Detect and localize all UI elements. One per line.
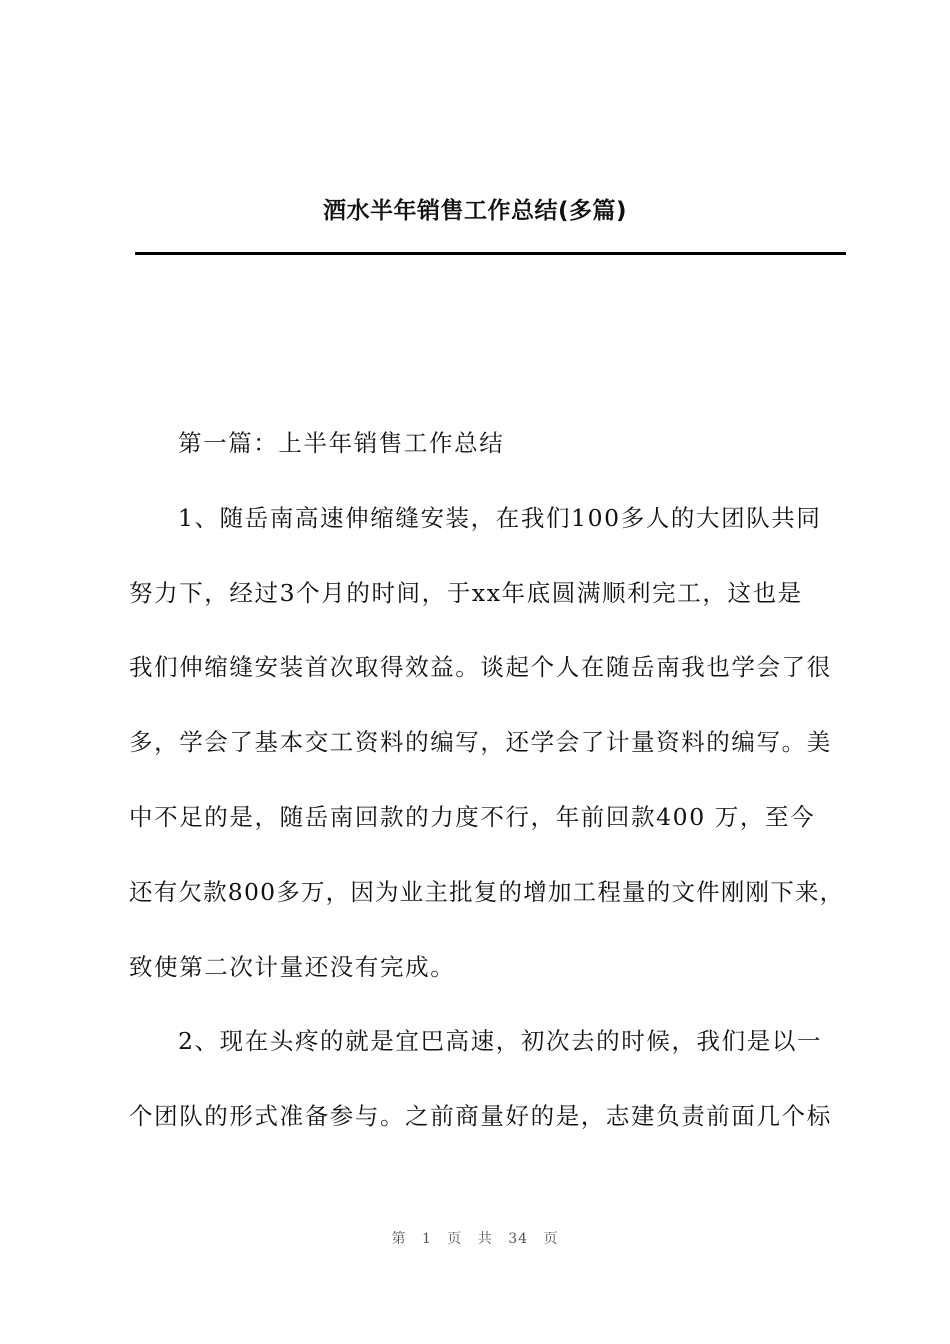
paragraph-line: 1、随岳南高速伸缩缝安装，在我们100多人的大团队共同 bbox=[178, 504, 822, 532]
paragraph-line: 致使第二次计量还没有完成。 bbox=[129, 953, 456, 981]
paragraph-line: 个团队的形式准备参与。之前商量好的是，志建负责前面几个标 bbox=[129, 1102, 832, 1130]
paragraph-line: 我们伸缩缝安装首次取得效益。谈起个人在随岳南我也学会了很 bbox=[129, 653, 832, 681]
paragraph-line: 努力下，经过3个月的时间，于xx年底圆满顺利完工，这也是 bbox=[129, 579, 803, 607]
title-underline bbox=[135, 252, 846, 255]
paragraph-line: 还有欠款800多万，因为业主批复的增加工程量的文件刚刚下来， bbox=[129, 878, 845, 906]
page-number-footer: 第 1 页 共 34 页 bbox=[391, 1231, 559, 1247]
paragraph-line: 多，学会了基本交工资料的编写，还学会了计量资料的编写。美 bbox=[129, 728, 832, 756]
section-heading: 第一篇：上半年销售工作总结 bbox=[178, 429, 505, 457]
paragraph-line: 中不足的是，随岳南回款的力度不行，年前回款400 万，至今 bbox=[129, 803, 816, 831]
paragraph-line: 2、现在头疼的就是宜巴高速，初次去的时候，我们是以一 bbox=[178, 1027, 823, 1055]
document-title: 酒水半年销售工作总结(多篇) bbox=[322, 198, 628, 224]
